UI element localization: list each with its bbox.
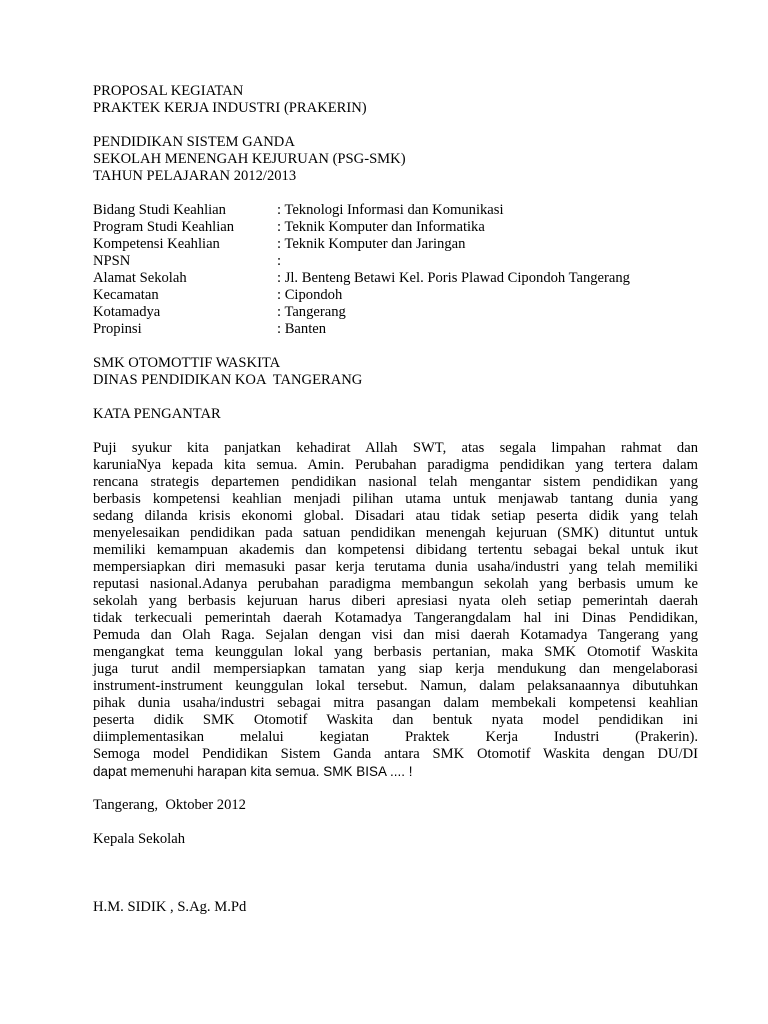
info-label: Alamat Sekolah	[93, 270, 187, 286]
paragraph-line: diimplementasikan melalui kegiatan Praktek Kerja Industri (Prakerin).	[93, 729, 698, 745]
signatory-name: H.M. SIDIK , S.Ag. M.Pd	[93, 899, 247, 915]
info-value: : Jl. Benteng Betawi Kel. Poris Plawad Cipondoh Tangerang	[277, 270, 630, 286]
academic-year: TAHUN PELAJARAN 2012/2013	[93, 168, 297, 184]
paragraph-line: sekolah yang berbasis kejuruan harus diberi apresiasi nyata oleh setiap pemerintah daerah	[93, 593, 698, 609]
paragraph-line: Semoga model Pendidikan Sistem Ganda antara SMK Otomotif Waskita dengan DU/DI	[93, 746, 698, 762]
place-date: Tangerang, Oktober 2012	[93, 797, 246, 813]
info-row-propinsi	[93, 321, 698, 338]
info-value: : Teknologi Informasi dan Komunikasi	[277, 202, 504, 218]
paragraph-line: sedang dilanda krisis ekonomi global. Disadari atau tidak setiap peserta didik yang telah	[93, 508, 698, 524]
info-value: : Teknik Komputer dan Jaringan	[277, 236, 466, 252]
paragraph-last-line: dapat memenuhi harapan kita semua. SMK BISA .... !	[93, 764, 413, 779]
proposal-title-block	[93, 83, 698, 117]
school-name-block	[93, 355, 698, 389]
info-row-bidang	[93, 202, 698, 219]
info-value: :	[277, 253, 282, 269]
proposal-title: PROPOSAL KEGIATAN	[93, 83, 244, 99]
paragraph-line: juga turut andil mempersiapkan tamatan yang siap kerja mendukung dan mengelaborasi	[93, 661, 698, 677]
info-row-program	[93, 219, 698, 236]
paragraph-line: rencana strategis departemen pendidikan nasional telah mengantar sistem pendidikan yang	[93, 474, 698, 490]
program-name: PENDIDIKAN SISTEM GANDA	[93, 134, 295, 150]
proposal-subtitle: PRAKTEK KERJA INDUSTRI (PRAKERIN)	[93, 100, 367, 116]
school-type: SEKOLAH MENENGAH KEJURUAN (PSG-SMK)	[93, 151, 406, 167]
info-label: Propinsi	[93, 321, 142, 337]
program-title-block	[93, 134, 698, 185]
foreword-paragraph	[93, 440, 698, 780]
paragraph-line: peserta didik SMK Otomotif Waskita dan bentuk nyata model pendidikan ini	[93, 712, 698, 728]
info-value: : Tangerang	[277, 304, 346, 320]
info-row-npsn	[93, 253, 698, 270]
info-value: : Cipondoh	[277, 287, 343, 303]
info-label: Program Studi Keahlian	[93, 219, 235, 235]
paragraph-line: instrument-instrument keunggulan lokal tersebut. Namun, dalam pelaksanaannya dibutuhkan	[93, 678, 698, 694]
info-label: NPSN	[93, 253, 131, 269]
signature-space	[93, 848, 698, 899]
paragraph-line: karuniaNya kepada kita semua. Amin. Perubahan paradigma pendidikan yang tertera dalam	[93, 457, 698, 473]
signatory-role: Kepala Sekolah	[93, 831, 185, 847]
paragraph-line: berbasis kompetensi keahlian menjadi pilihan utama untuk menjawab tantang dunia yang	[93, 491, 698, 507]
education-agency: DINAS PENDIDIKAN KOA TANGERANG	[93, 372, 363, 388]
paragraph-line: pihak dunia usaha/industri sebagai mitra pasangan dalam membekali kompetensi keahlian	[93, 695, 698, 711]
info-value: : Teknik Komputer dan Informatika	[277, 219, 485, 235]
paragraph-line: tidak terkecuali pemerintah daerah Kotamadya Tangerangdalam hal ini Dinas Pendidikan,	[93, 610, 698, 626]
school-name: SMK OTOMOTTIF WASKITA	[93, 355, 281, 371]
info-label: Bidang Studi Keahlian	[93, 202, 226, 218]
section-heading: KATA PENGANTAR	[93, 406, 221, 422]
info-label: Kompetensi Keahlian	[93, 236, 220, 252]
info-label: Kotamadya	[93, 304, 161, 320]
info-row-alamat	[93, 270, 698, 287]
paragraph-line: Puji syukur kita panjatkan kehadirat Allah SWT, atas segala limpahan rahmat dan	[93, 440, 698, 456]
paragraph-line: reputasi nasional.Adanya perubahan paradigma membangun sekolah yang berbasis umum ke	[93, 576, 698, 592]
paragraph-line: mengangkat tema keunggulan lokal yang berbasis pertanian, maka SMK Otomotif Waskita	[93, 644, 698, 660]
paragraph-line: Pemuda dan Olah Raga. Sejalan dengan visi dan misi daerah Kotamadya Tangerang yang	[93, 627, 698, 643]
info-value: : Banten	[277, 321, 327, 337]
paragraph-line: mempersiapkan diri memasuki pasar kerja terutama dunia usaha/industri yang telah memiliki	[93, 559, 698, 575]
info-label: Kecamatan	[93, 287, 159, 303]
info-row-kecamatan	[93, 287, 698, 304]
paragraph-line: memiliki kemampuan akademis dan kompetensi dibidang tertentu sebagai bekal untuk ikut	[93, 542, 698, 558]
info-row-kotamadya	[93, 304, 698, 321]
paragraph-line: menyelesaikan pendidikan pada satuan pendidikan menengah kejuruan (SMK) dituntut untuk	[93, 525, 698, 541]
school-info-table	[93, 202, 698, 338]
info-row-kompetensi	[93, 236, 698, 253]
